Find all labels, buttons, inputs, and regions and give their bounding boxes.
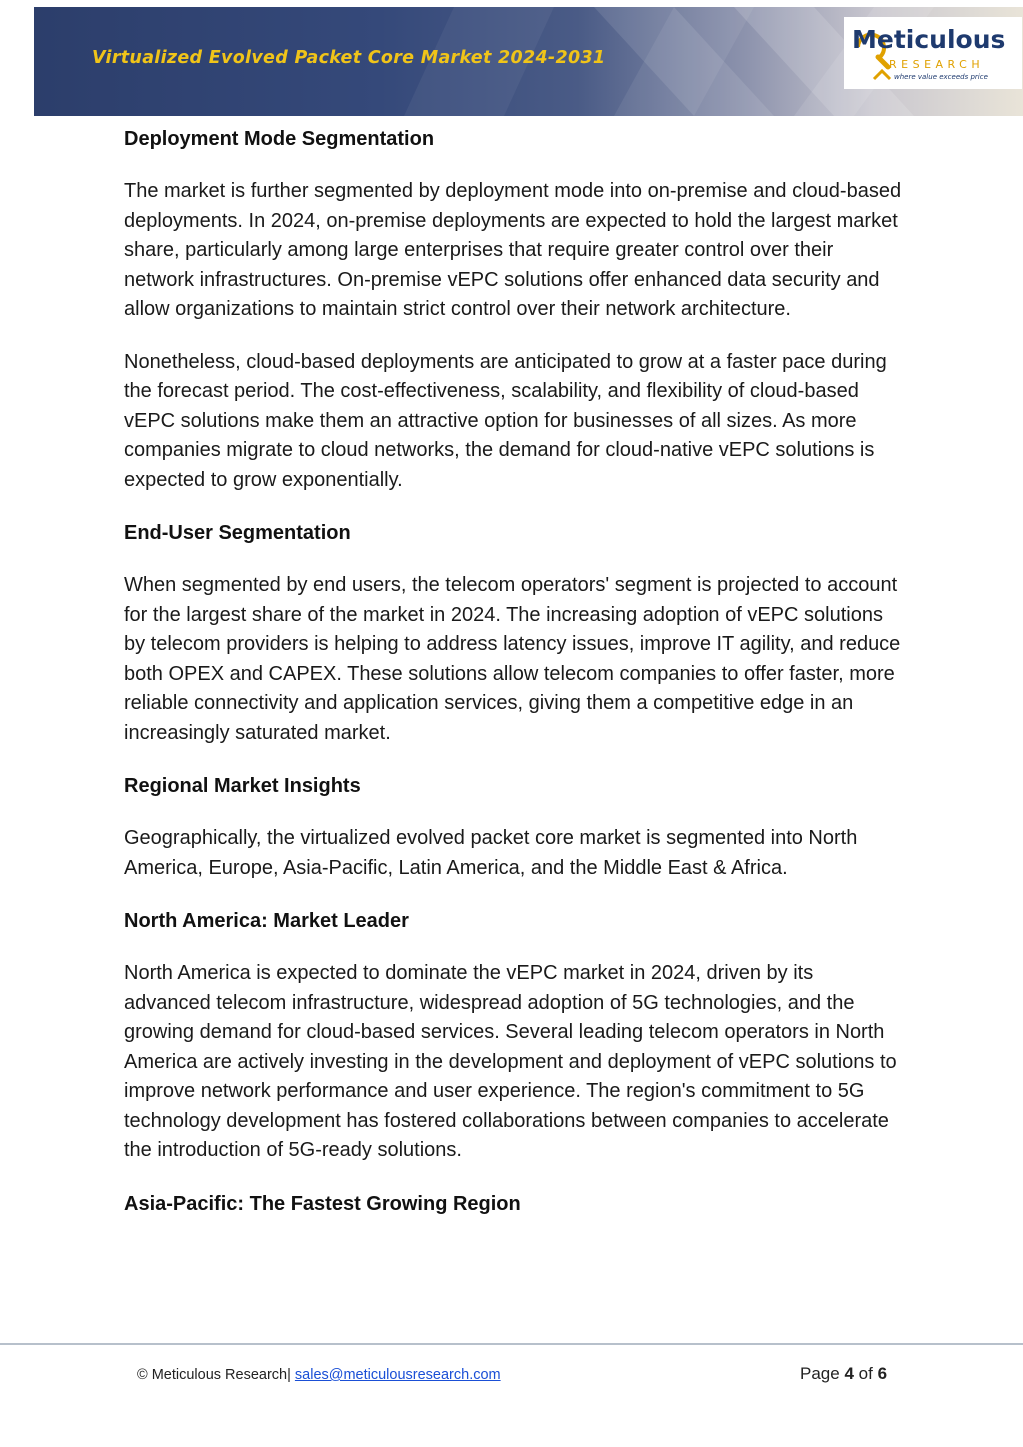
page-number — [800, 1364, 887, 1384]
logo-tagline: where value exceeds price — [894, 73, 988, 81]
paragraph-deployment-1: The market is further segmented by deployment mode into on-premise and cloud-based deployments. In 2024, on-premise deployments are expected to hold the largest market share, particularly among large enterprises that require greater control over their network infrastructures. On-premise vEPC solutions offer enhanced data security and allow organizations to maintain strict control over their network architecture. — [124, 180, 902, 320]
page-header-banner — [34, 7, 1023, 116]
page-of: of — [858, 1364, 873, 1383]
paragraph-end-user-1: When segmented by end users, the telecom operators' segment is projected to account for the largest share of the market in 2024. The increasing adoption of vEPC solutions by telecom providers is helping to address latency issues, improve IT agility, and reduce both OPEX and CAPEX. These solutions allow telecom companies to offer faster, more reliable connectivity and application services, giving them a competitive edge in an increasingly saturated market. — [124, 574, 901, 744]
page-word: Page — [800, 1364, 840, 1383]
logo-wordmark: Meticulous — [852, 25, 1006, 54]
document-body — [124, 124, 904, 1219]
logo-subtitle: RESEARCH — [889, 58, 985, 71]
footer-divider — [0, 1343, 1023, 1345]
paragraph-regional-1: Geographically, the virtualized evolved packet core market is segmented into North America, Europe, Asia-Pacific, Latin America, and the Middle East & Africa. — [124, 827, 858, 879]
page-current: 4 — [844, 1364, 854, 1383]
section-heading-regional: Regional Market Insights — [124, 775, 361, 797]
paragraph-north-america-1: North America is expected to dominate the vEPC market in 2024, driven by its advanced telecom infrastructure, widespread adoption of 5G technologies, and the growing demand for cloud-based services. Several leading telecom operators in North America are actively investing in the development and deployment of vEPC solutions to improve network performance and user experience. The region's commitment to 5G technology development has fostered collaborations between companies to accelerate the introduction of 5G-ready solutions. — [124, 962, 897, 1161]
section-heading-end-user: End-User Segmentation — [124, 522, 351, 544]
section-heading-north-america: North America: Market Leader — [124, 910, 409, 932]
email-link[interactable]: sales@meticulousresearch.com — [294, 1367, 501, 1383]
page-total: 6 — [877, 1364, 888, 1383]
meticulous-research-logo — [844, 17, 1022, 89]
footer-copyright — [137, 1367, 501, 1383]
section-heading-deployment: Deployment Mode Segmentation — [124, 128, 435, 150]
copyright-text: © Meticulous Research| — [137, 1367, 291, 1383]
header-title: Virtualized Evolved Packet Core Market 2024-2031 — [92, 48, 606, 68]
paragraph-deployment-2: Nonetheless, cloud-based deployments are anticipated to grow at a faster pace during the forecast period. The cost-effectiveness, scalability, and flexibility of cloud-based vEPC solutions make them an attractive option for businesses of all sizes. As more companies migrate to cloud networks, the demand for cloud-native vEPC solutions is expected to grow exponentially. — [124, 350, 887, 491]
section-heading-asia-pacific: Asia-Pacific: The Fastest Growing Region — [124, 1192, 521, 1215]
